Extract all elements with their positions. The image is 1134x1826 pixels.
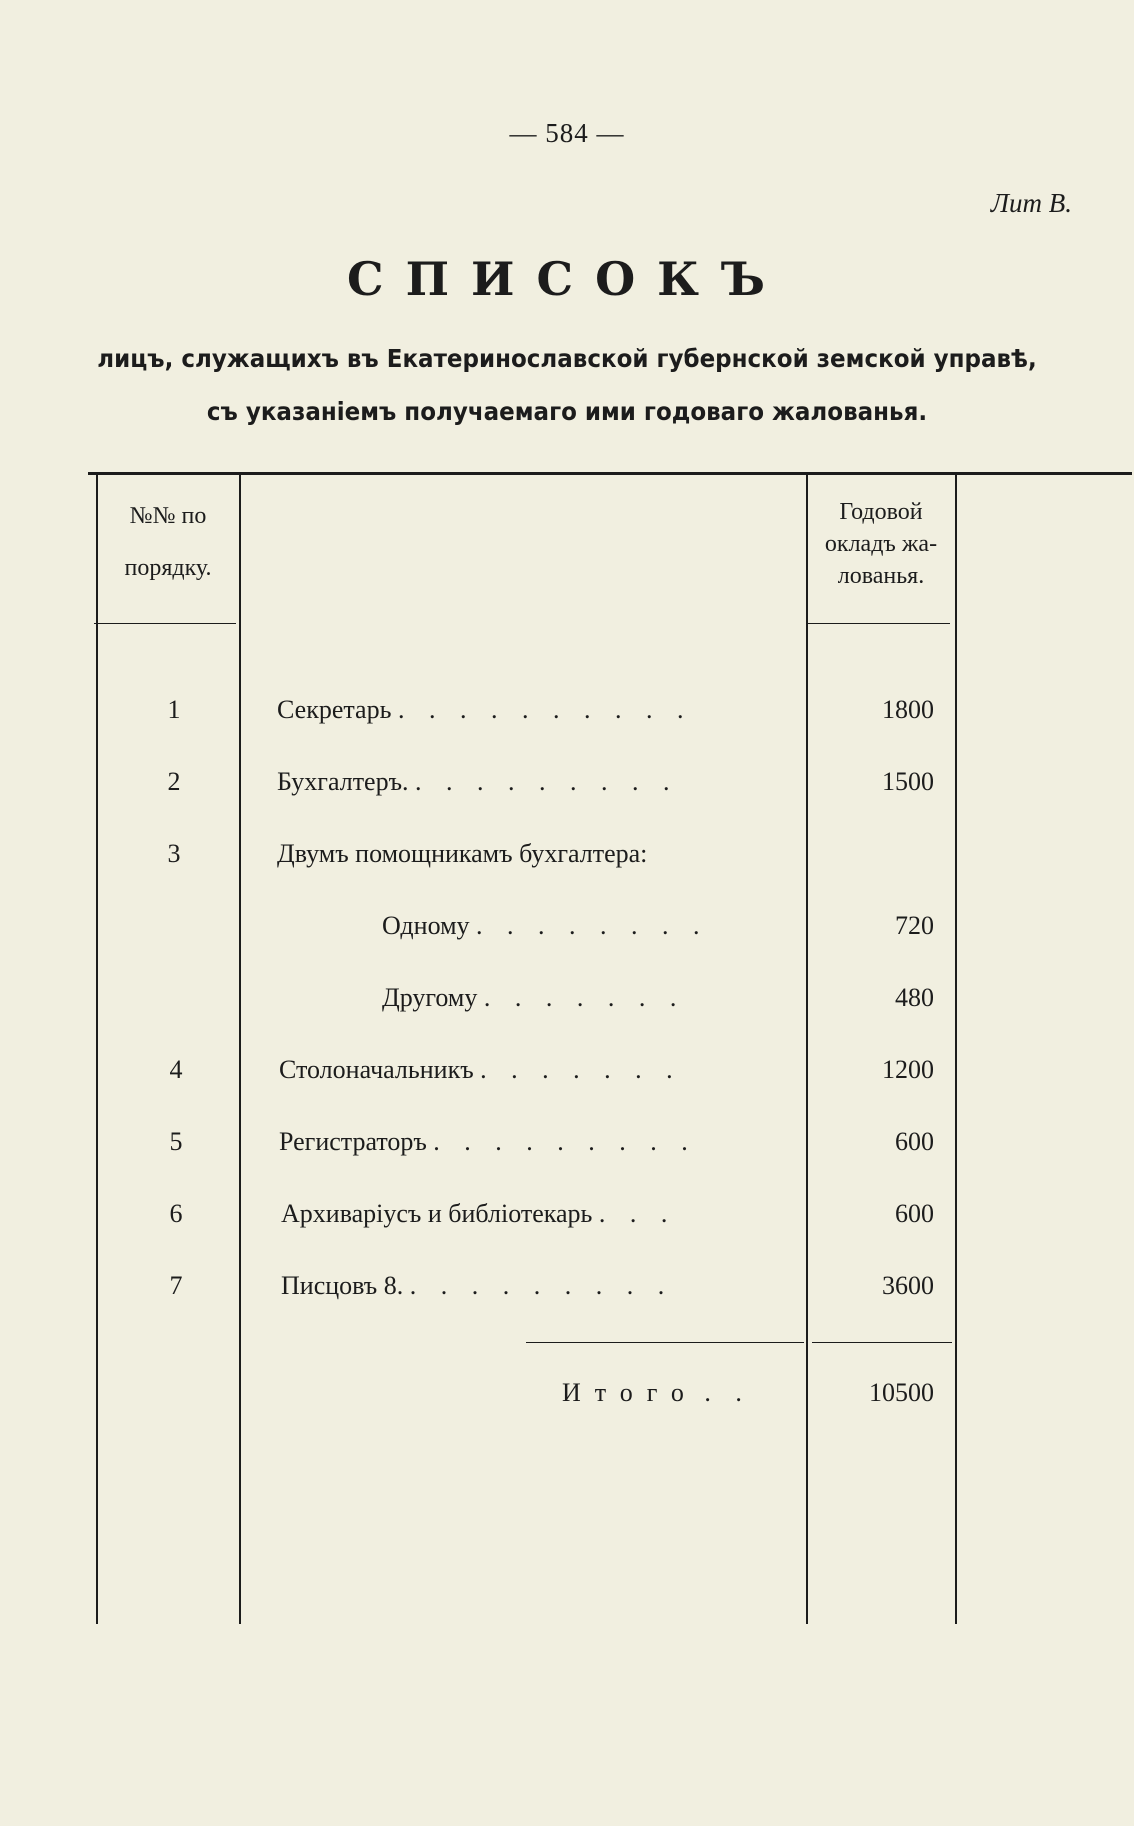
row-3a-name: Одному . . . . . . . . [382,911,709,940]
row-5-name: Регистраторъ . . . . . . . . . [279,1127,697,1156]
row-3b-name: Другому . . . . . . . [382,983,686,1012]
header-rule-salary [808,623,950,624]
row-3-name: Двумъ помощникамъ бухгалтера: [277,839,648,868]
row-5-salary: 600 [895,1127,934,1156]
row-4-number: 4 [169,1055,183,1084]
header-salary [808,496,954,592]
row-2-name: Бухгалтеръ. . . . . . . . . . [277,767,679,796]
row-6-salary: 600 [895,1199,934,1228]
header-rule-number [94,623,236,624]
header-salary-line-1: Годовой [839,499,923,525]
page-number: — 584 — [509,118,625,148]
header-salary-line-2: окладъ жа- [824,531,938,557]
header-number [98,500,238,584]
total-value: 10500 [869,1378,934,1407]
total-rule-right [812,1342,952,1343]
row-1-salary: 1800 [882,695,934,724]
row-3-number: 3 [167,839,181,868]
table-left-border [96,474,98,1624]
row-4-name: Столоначальникъ . . . . . . . [279,1055,682,1084]
row-2-number: 2 [167,767,181,796]
subtitle-line-1: лицъ, служащихъ въ Екатеринославской губернской земской управѣ, [97,344,1037,373]
table-top-rule [88,472,1132,475]
subtitle-line-2: съ указаніемъ получаемаго ими годоваго жалованья. [206,397,928,426]
column-divider-salary [806,474,808,1624]
column-divider-number [239,474,241,1624]
document-title: СПИСОКЪ [346,252,788,306]
row-6-number: 6 [169,1199,183,1228]
header-number-line-1: №№ по [129,503,207,529]
row-5-number: 5 [169,1127,183,1156]
header-number-line-2: порядку. [124,555,212,581]
row-3b-salary: 480 [895,983,934,1012]
appendix-letter: Лит В. [990,188,1072,218]
row-6-name: Архиваріусъ и библіотекарь . . . [281,1199,677,1228]
row-3a-salary: 720 [895,911,934,940]
row-1-number: 1 [167,695,181,724]
row-7-number: 7 [169,1271,183,1300]
row-7-salary: 3600 [882,1271,934,1300]
header-salary-line-3: лованья. [837,563,925,589]
row-7-name: Писцовъ 8. . . . . . . . . . [281,1271,674,1300]
table-right-border [955,474,957,1624]
row-1-name: Секретарь . . . . . . . . . . [277,695,693,724]
row-2-salary: 1500 [882,767,934,796]
total-rule-left [526,1342,804,1343]
total-label: Итого . . [562,1378,751,1407]
row-4-salary: 1200 [882,1055,934,1084]
